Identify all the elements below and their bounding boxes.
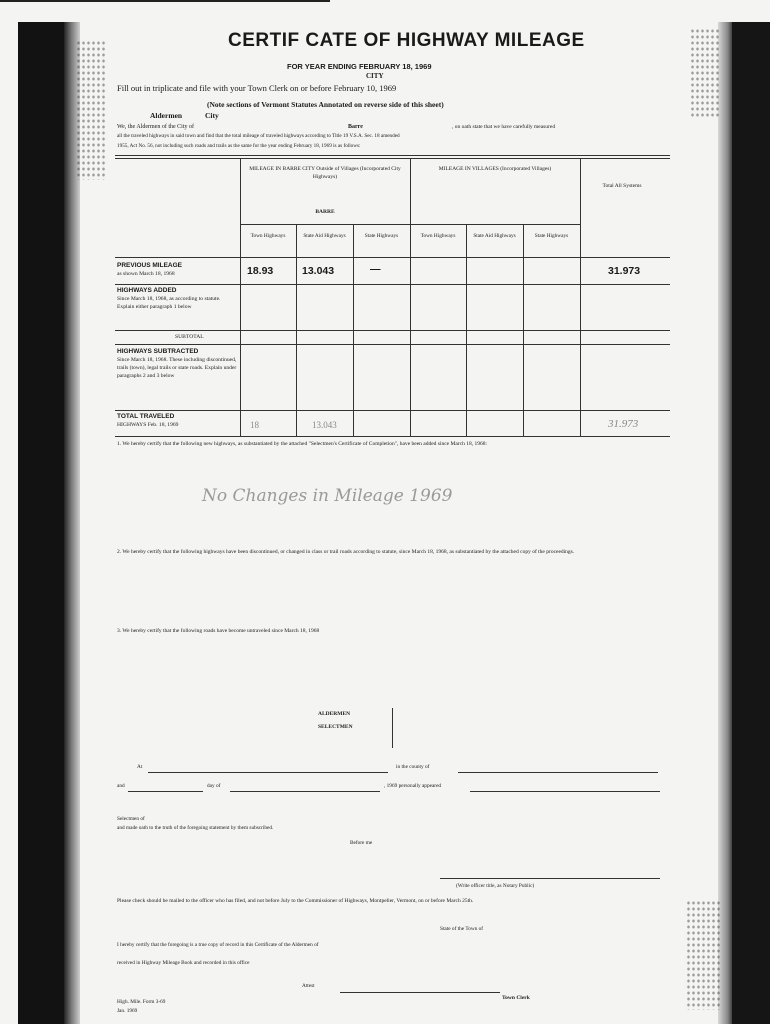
header-bottom-rule: [115, 257, 670, 258]
document-subtitle: FOR YEAR ENDING FEBRUARY 18, 1969: [287, 62, 432, 71]
scan-noise: [686, 900, 720, 1010]
statutes-note: (Note sections of Vermont Statutes Annotated on reverse side of this sheet): [207, 100, 444, 109]
fill-line: [148, 772, 388, 773]
total-all-value: 31.973: [608, 418, 639, 430]
document-title: CERTIF CATE OF HIGHWAY MILEAGE: [228, 30, 585, 51]
previous-state-aid-value: 13.043: [302, 265, 335, 277]
col-header: State Highways: [364, 233, 399, 239]
scan-noise: [690, 28, 720, 118]
subtotal-label: SUBTOTAL: [175, 334, 204, 340]
col-rule: [296, 224, 297, 436]
previous-state-value: —: [370, 263, 381, 275]
signature-title-aldermen: ALDERMEN: [318, 711, 351, 717]
col-rule: [466, 224, 467, 436]
col-header: Town Highways: [250, 233, 286, 239]
row-label-head: PREVIOUS MILEAGE: [117, 262, 183, 269]
oath-and: and: [117, 783, 125, 789]
scan-noise: [76, 40, 106, 180]
preamble-line-3: 1955, Act No. 56, not including such roads and trails as the same for the year ending February 18, 1969 is as follows:: [117, 143, 361, 149]
row-label-body: Since March 18, 1968, as according to statute. Explain either paragraph 1 below: [117, 296, 221, 310]
clerk-received: received in Highway Mileage Book and recorded in this office: [117, 960, 250, 966]
handwritten-note: No Changes in Mileage 1969: [202, 486, 453, 506]
row-label-added: [117, 287, 237, 311]
oath-day-of: day of: [207, 783, 221, 789]
certification-3: 3. We hereby certify that the following roads have become untraveled since March 18, 1968: [117, 628, 320, 634]
table-bottom-rule: [115, 436, 670, 437]
certification-2: 2. We hereby certify that the following highways have been discontinued, or changed in class or trail roads according to statute, since March 18, 1968, as substantiated by the attached copy of the proceedings.: [117, 549, 575, 555]
col-rule: [240, 158, 241, 436]
form-date: Jan. 1969: [117, 1008, 138, 1014]
total-header: Total All Systems: [602, 183, 642, 189]
oath-made-oath: and made oath to the truth of the foregoing statement by them subscribed.: [117, 825, 274, 831]
fill-line: [458, 772, 658, 773]
form-number: High. Mile. Form 3-69: [117, 999, 166, 1005]
col-header: State Aid Highways: [303, 233, 346, 239]
row-label-previous: [117, 262, 237, 278]
row-label-subtracted: [117, 348, 237, 380]
clerk-attest: Attest: [302, 983, 315, 989]
row-label-total: [117, 413, 237, 429]
previous-total-value: 31.973: [608, 265, 641, 277]
table-top-rule-2: [115, 158, 670, 159]
clerk-state-of: State of the Town of: [440, 926, 484, 932]
clerk-signature-line: [340, 992, 500, 993]
row-label-body: HIGHWAYS Feb. 18, 1969: [117, 422, 179, 428]
row-rule: [115, 344, 670, 345]
row-label-head: HIGHWAYS ADDED: [117, 287, 177, 294]
top-border-line: [0, 0, 330, 2]
fill-instruction: Fill out in triplicate and file with your Town Clerk on or before February 10, 1969: [117, 83, 397, 93]
oath-text: , on oath state that we have carefully measured: [452, 124, 556, 130]
fill-line: [128, 791, 203, 792]
row-label-head: HIGHWAYS SUBTRACTED: [117, 348, 199, 355]
city-name: Barre: [348, 124, 363, 130]
col-rule: [523, 224, 524, 436]
scan-edge-right: [732, 22, 770, 1024]
city-mark: CITY: [366, 72, 384, 80]
group-header-city-sub: BARRE: [315, 209, 335, 215]
mailing-instruction: Please check should be mailed to the officer who has filed, and not before July to the Commissioner of Highways, Montpelier, Vermont, on or before March 25th.: [117, 898, 474, 904]
previous-town-value: 18.93: [247, 265, 274, 277]
oath-county: in the county of: [396, 764, 430, 770]
officer-signature-line: [440, 878, 660, 879]
total-state-aid-value: 13.043: [312, 420, 337, 430]
col-rule: [410, 158, 411, 436]
fill-line: [470, 791, 660, 792]
oath-personally: , 1969 personally appeared: [384, 783, 442, 789]
col-header: State Aid Highways: [473, 233, 516, 239]
total-town-value: 18: [250, 420, 259, 430]
scan-edge-left: [18, 22, 70, 1024]
clerk-title: Town Clerk: [502, 995, 530, 1001]
row-label-head: TOTAL TRAVELED: [117, 413, 175, 420]
certification-1: 1. We hereby certify that the following new highways, as substantiated by the attached "Selectmen's Certificate of Completion", have been added since March 18, 1968:: [117, 441, 487, 447]
officer-title-note: (Write officer title, as Notary Public): [456, 883, 535, 889]
aldermen-label: Aldermen: [150, 111, 183, 120]
col-header: Town Highways: [420, 233, 456, 239]
clerk-certify: I hereby certify that the foregoing is a true copy of record in this Certificate of the Aldermen of: [117, 942, 319, 948]
oath-at: At: [137, 764, 143, 770]
col-rule: [353, 224, 354, 436]
table-top-rule: [115, 155, 670, 156]
preamble-line-2: all the traveled highways in said town and find that the total mileage of traveled highways according to Title 19 V.S.A. Sec. 18 amended: [117, 133, 400, 139]
group-header-city: MILEAGE IN BARRE CITY Outside of Villages (Incorporated City Highways): [249, 166, 401, 180]
fill-line: [230, 791, 380, 792]
row-rule: [115, 284, 670, 285]
row-label-body: Since March 18, 1968. These including discontinued, trails (town), legal trails or state roads. Explain under paragraphs 2 and 3 below: [117, 357, 237, 379]
row-label-body: as shown March 18, 1968: [117, 271, 175, 277]
col-rule: [580, 158, 581, 436]
city-label: City: [205, 111, 219, 120]
we-line: We, the Aldermen of the City of: [117, 124, 194, 130]
oath-selectmen-of: Selectmen of: [117, 816, 145, 822]
signature-title-selectmen: SELECTMEN: [318, 724, 353, 730]
row-rule: [115, 330, 670, 331]
row-rule: [115, 410, 670, 411]
col-header: State Highways: [534, 233, 569, 239]
oath-before-me: Before me: [350, 840, 373, 846]
signature-brace: [392, 708, 393, 748]
group-header-village: MILEAGE IN VILLAGES (Incorporated Villages): [438, 166, 552, 172]
